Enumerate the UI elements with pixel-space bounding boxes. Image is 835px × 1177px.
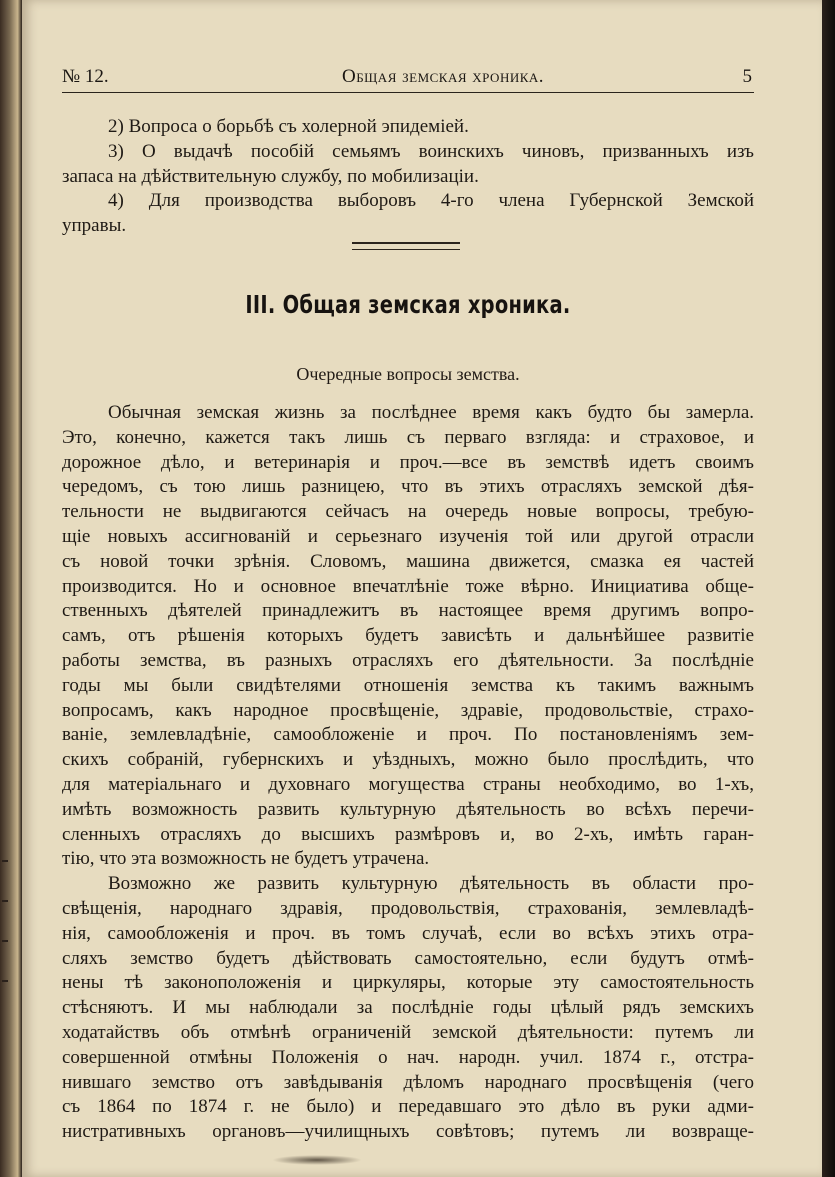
body-line: ваніе, землевладѣніе, самообложеніе и проч. По постановленіямъ зем- [62,724,754,746]
article-subtitle: Очередные вопросы земства. [296,364,520,384]
body-line: совершенной отмѣны Положенія о нач. народн. учил. 1874 г., отстра- [62,1046,754,1068]
body-line: съ новой точки зрѣнія. Словомъ, машина движется, смазка ея частей [62,550,754,572]
adjacent-page-edge [2,860,16,1060]
header-rule [62,92,754,93]
body-line: нистративныхъ органовъ—училищныхъ совѣтовъ; путемъ ли возвраще- [62,1121,754,1143]
body-line: стѣсняютъ. И мы наблюдали за послѣдніе годы цѣлый рядъ земскихъ [62,997,754,1019]
document-page [22,0,822,1177]
body-line: Это, конечно, кажется такъ лишь съ перваго взгляда: и страховое, и [62,426,754,448]
list-line: 3) О выдачѣ пособій семьямъ воинскихъ чиновъ, призванныхъ изъ [108,140,754,162]
body-line: ходатайствъ объ отмѣнѣ ограниченій земской дѣятельности: путемъ ли [62,1021,754,1043]
book-spine [0,0,22,1177]
body-line: ственныхъ дѣятелей принадлежитъ въ настоящее время другимъ вопро- [62,600,754,622]
body-line: тельности не выдвигаются сейчасъ на очередь новые вопросы, требую- [62,501,754,523]
body-line: Обычная земская жизнь за послѣднее время какъ будто бы замерла. [108,402,754,423]
list-line: 4) Для производства выборовъ 4-го члена Губернской Земской [108,190,754,212]
issue-number: № 12. [62,66,109,87]
body-line: чередомъ, съ тою лишь разницею, что въ этихъ отрасляхъ земской дѣя- [62,476,754,498]
body-line: сленныхъ отрасляхъ до высшихъ размѣровъ и, во 2-хъ, имѣть гаран- [62,823,754,845]
body-line: вопросамъ, какъ народное просвѣщеніе, здравіе, продовольствіе, страхо- [62,699,754,721]
body-line: работы земства, въ разныхъ отрасляхъ его дѣятельности. За послѣдніе [62,649,754,671]
ink-smudge [272,1155,362,1165]
body-line: Возможно же развить культурную дѣятельность въ области про- [108,873,754,895]
body-line: производится. Но и основное впечатлѣніе тоже вѣрно. Инициатива обще- [62,575,754,597]
agenda-list [62,115,754,239]
body-line: тію, что эта возможность не будетъ утрачена. [62,848,430,870]
article-body [62,401,754,1145]
list-line: запаса на дѣйствительную службу, по мобилизаціи. [62,165,479,187]
section-divider [352,242,460,250]
body-line: годы мы были свидѣтелями отношенія земства къ такимъ важнымъ [62,674,754,696]
list-line: 2) Вопроса о борьбѣ съ холерной эпидеміей. [108,116,469,137]
body-line: съ 1864 по 1874 г. не было) и передавшаго это дѣло въ руки адми- [62,1096,754,1118]
body-line: дорожное дѣло, и ветеринарія и проч.—все въ земствѣ идетъ своимъ [62,451,754,473]
section-title: III. Общая земская хроника. [245,290,571,319]
body-line: самъ, отъ рѣшенія которыхъ будетъ зависѣть и дальнѣйшее развитіе [62,625,754,647]
running-title: Общая земская хроника. [342,66,545,87]
body-line: щіе новыхъ ассигнованій и серьезнаго изученія той или другой отрасли [62,525,754,547]
list-line: управы. [62,215,127,237]
body-line: сляхъ земство будетъ дѣйствовать самостоятельно, если будутъ отмѣ- [62,947,754,969]
body-line: нены тѣ законоположенія и циркуляры, которые эту самостоятельность [62,972,754,994]
page-number: 5 [742,66,752,87]
body-line: имѣть возможность развить культурную дѣятельность во всѣхъ перечи- [62,798,754,820]
body-line: нія, самообложенія и проч. въ томъ случаѣ, если во всѣхъ этихъ отра- [62,922,754,944]
body-line: свѣщенія, народнаго здравія, продовольствія, страхованія, землевладѣ- [62,897,754,919]
body-line: скихъ собраній, губернскихъ и уѣздныхъ, можно было прослѣдить, что [62,749,754,771]
scan-edge [822,0,835,1177]
body-line: нившаго земство отъ завѣдыванія дѣломъ народнаго просвѣщенія (чего [62,1071,754,1093]
body-line: для матеріальнаго и духовнаго могущества страны необходимо, во 1-хъ, [62,773,754,795]
